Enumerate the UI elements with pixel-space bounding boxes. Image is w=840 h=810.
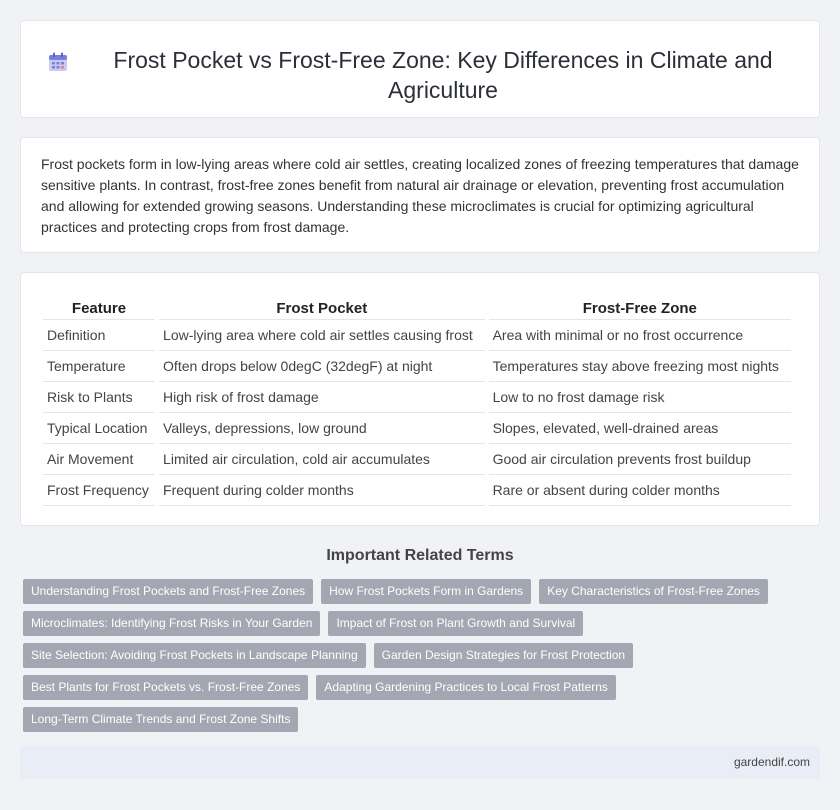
related-term-link[interactable]: How Frost Pockets Form in Gardens (321, 579, 531, 604)
cell-frost-free-zone: Temperatures stay above freezing most nights (489, 351, 791, 382)
cell-frost-pocket: Often drops below 0degC (32degF) at night (159, 351, 485, 382)
related-term-link[interactable]: Impact of Frost on Plant Growth and Survival (328, 611, 583, 636)
header-feature: Feature (43, 295, 155, 320)
related-term-link[interactable]: Long-Term Climate Trends and Frost Zone Shifts (23, 707, 298, 732)
related-term-link[interactable]: Best Plants for Frost Pockets vs. Frost-Free Zones (23, 675, 308, 700)
table-row (43, 382, 791, 413)
header-card (20, 20, 820, 118)
related-term-link[interactable]: Adapting Gardening Practices to Local Frost Patterns (316, 675, 615, 700)
table-row (43, 320, 791, 351)
cell-frost-free-zone: Low to no frost damage risk (489, 382, 791, 413)
cell-frost-pocket: Low-lying area where cold air settles causing frost (159, 320, 485, 351)
header-frost-pocket: Frost Pocket (159, 295, 485, 320)
intro-paragraph: Frost pockets form in low-lying areas where cold air settles, creating localized zones of freezing temperatures that damage sensitive plants. In contrast, frost-free zones benefit from natural air drainage or elevation, preventing frost accumulation and allowing for extended growing seasons. Understanding these microclimates is crucial for optimizing agricultural practices and protecting crops from frost damage. (41, 156, 799, 235)
table-header-row (43, 295, 791, 320)
cell-feature: Definition (43, 320, 155, 351)
related-term-link[interactable]: Understanding Frost Pockets and Frost-Free Zones (23, 579, 313, 604)
cell-frost-free-zone: Rare or absent during colder months (489, 475, 791, 506)
related-terms-title: Important Related Terms (326, 547, 514, 564)
cell-feature: Frost Frequency (43, 475, 155, 506)
related-term-link[interactable]: Garden Design Strategies for Frost Protection (374, 643, 633, 668)
table-row (43, 413, 791, 444)
cell-frost-free-zone: Good air circulation prevents frost buildup (489, 444, 791, 475)
cell-feature: Risk to Plants (43, 382, 155, 413)
intro-card (20, 137, 820, 253)
header-frost-free-zone: Frost-Free Zone (489, 295, 791, 320)
footer (20, 746, 820, 779)
related-terms-list (23, 579, 813, 739)
header (21, 21, 819, 105)
comparison-card (20, 272, 820, 526)
cell-frost-pocket: High risk of frost damage (159, 382, 485, 413)
related-term-link[interactable]: Microclimates: Identifying Frost Risks in Your Garden (23, 611, 320, 636)
calendar-icon (47, 51, 69, 73)
cell-feature: Temperature (43, 351, 155, 382)
table-row (43, 475, 791, 506)
cell-frost-pocket: Valleys, depressions, low ground (159, 413, 485, 444)
cell-frost-free-zone: Area with minimal or no frost occurrence (489, 320, 791, 351)
cell-feature: Air Movement (43, 444, 155, 475)
footer-site-link[interactable]: gardendif.com (733, 755, 810, 769)
cell-frost-free-zone: Slopes, elevated, well-drained areas (489, 413, 791, 444)
cell-feature: Typical Location (43, 413, 155, 444)
related-term-link[interactable]: Key Characteristics of Frost-Free Zones (539, 579, 768, 604)
table-row (43, 351, 791, 382)
page-title: Frost Pocket vs Frost-Free Zone: Key Differences in Climate and Agriculture (113, 47, 773, 103)
cell-frost-pocket: Limited air circulation, cold air accumulates (159, 444, 485, 475)
table-row (43, 444, 791, 475)
cell-frost-pocket: Frequent during colder months (159, 475, 485, 506)
comparison-table (39, 295, 795, 506)
related-term-link[interactable]: Site Selection: Avoiding Frost Pockets in Landscape Planning (23, 643, 366, 668)
